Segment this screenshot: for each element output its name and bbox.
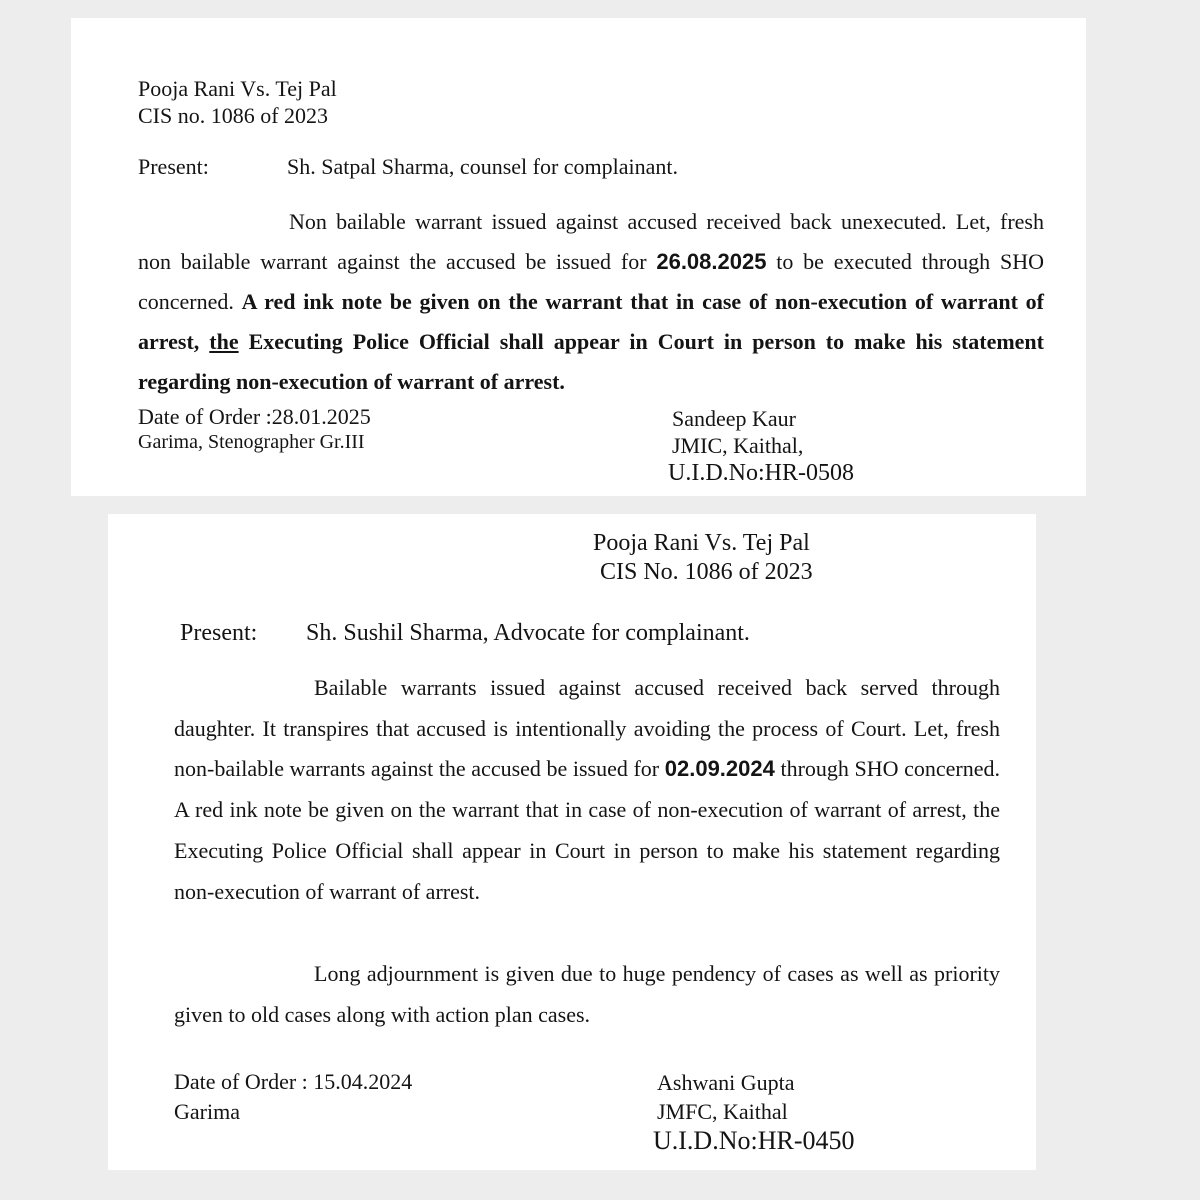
cis-number: CIS no. 1086 of 2023 (138, 103, 329, 128)
date-of-order: Date of Order :28.01.2025 (138, 404, 371, 429)
order-text: Non bailable warrant issued against accused received back unexecuted. Let, fresh non bailable warrant against the accused be issued for (138, 209, 1044, 274)
judge-uid: U.I.D.No:HR-0450 (653, 1126, 855, 1155)
present-label: Present: (180, 620, 258, 646)
order-paragraph (138, 202, 1044, 402)
present-label: Present: (138, 154, 209, 179)
red-ink-note-underlined: the (209, 329, 239, 354)
judge-uid: U.I.D.No:HR-0508 (668, 460, 854, 486)
red-ink-note-text: Executing Police Official shall appear in Court in person to make his statement regarding non-execution of warrant of arrest. (138, 329, 1044, 394)
order-paragraph (174, 668, 1000, 912)
red-ink-note-text: A red ink note be given on the warrant that in case of non-execution of warrant of arrest, (138, 289, 1044, 354)
present-text: Sh. Satpal Sharma, counsel for complainant. (287, 154, 679, 179)
judge-name: Ashwani Gupta (657, 1070, 795, 1095)
court-order-sheet-2 (108, 514, 1036, 1170)
next-hearing-date: 26.08.2025 (656, 249, 767, 274)
date-of-order: Date of Order : 15.04.2024 (174, 1069, 413, 1094)
cis-number: CIS No. 1086 of 2023 (600, 559, 813, 585)
adjournment-paragraph: Long adjournment is given due to huge pendency of cases as well as priority given to old cases along with action plan cases. (174, 961, 1000, 1027)
order-text: to be executed through SHO concerned. (138, 249, 1045, 314)
present-text: Sh. Sushil Sharma, Advocate for complainant. (306, 620, 750, 646)
case-title: Pooja Rani Vs. Tej Pal (593, 530, 810, 556)
case-title: Pooja Rani Vs. Tej Pal (138, 76, 337, 101)
court-name: JMIC, Kaithal, (672, 433, 804, 458)
next-hearing-date: 02.09.2024 (664, 756, 775, 782)
order-text: through SHO concerned. A red ink note be given on the warrant that in case of non-execution of warrant of arrest, the Executing Police Official shall appear in Court in person to make his statement regarding non-execution of warrant of arrest. (174, 756, 1000, 904)
order-text: Bailable warrants issued against accused received back served through daughter. It transpires that accused is intentionally avoiding the process of Court. Let, fresh non-bailable warrants against the accused be issued for (174, 675, 1000, 782)
court-order-sheet-1 (71, 18, 1086, 496)
stenographer: Garima, Stenographer Gr.III (138, 431, 365, 453)
judge-name: Sandeep Kaur (672, 406, 797, 431)
court-name: JMFC, Kaithal (657, 1099, 788, 1124)
stenographer: Garima (174, 1099, 240, 1124)
